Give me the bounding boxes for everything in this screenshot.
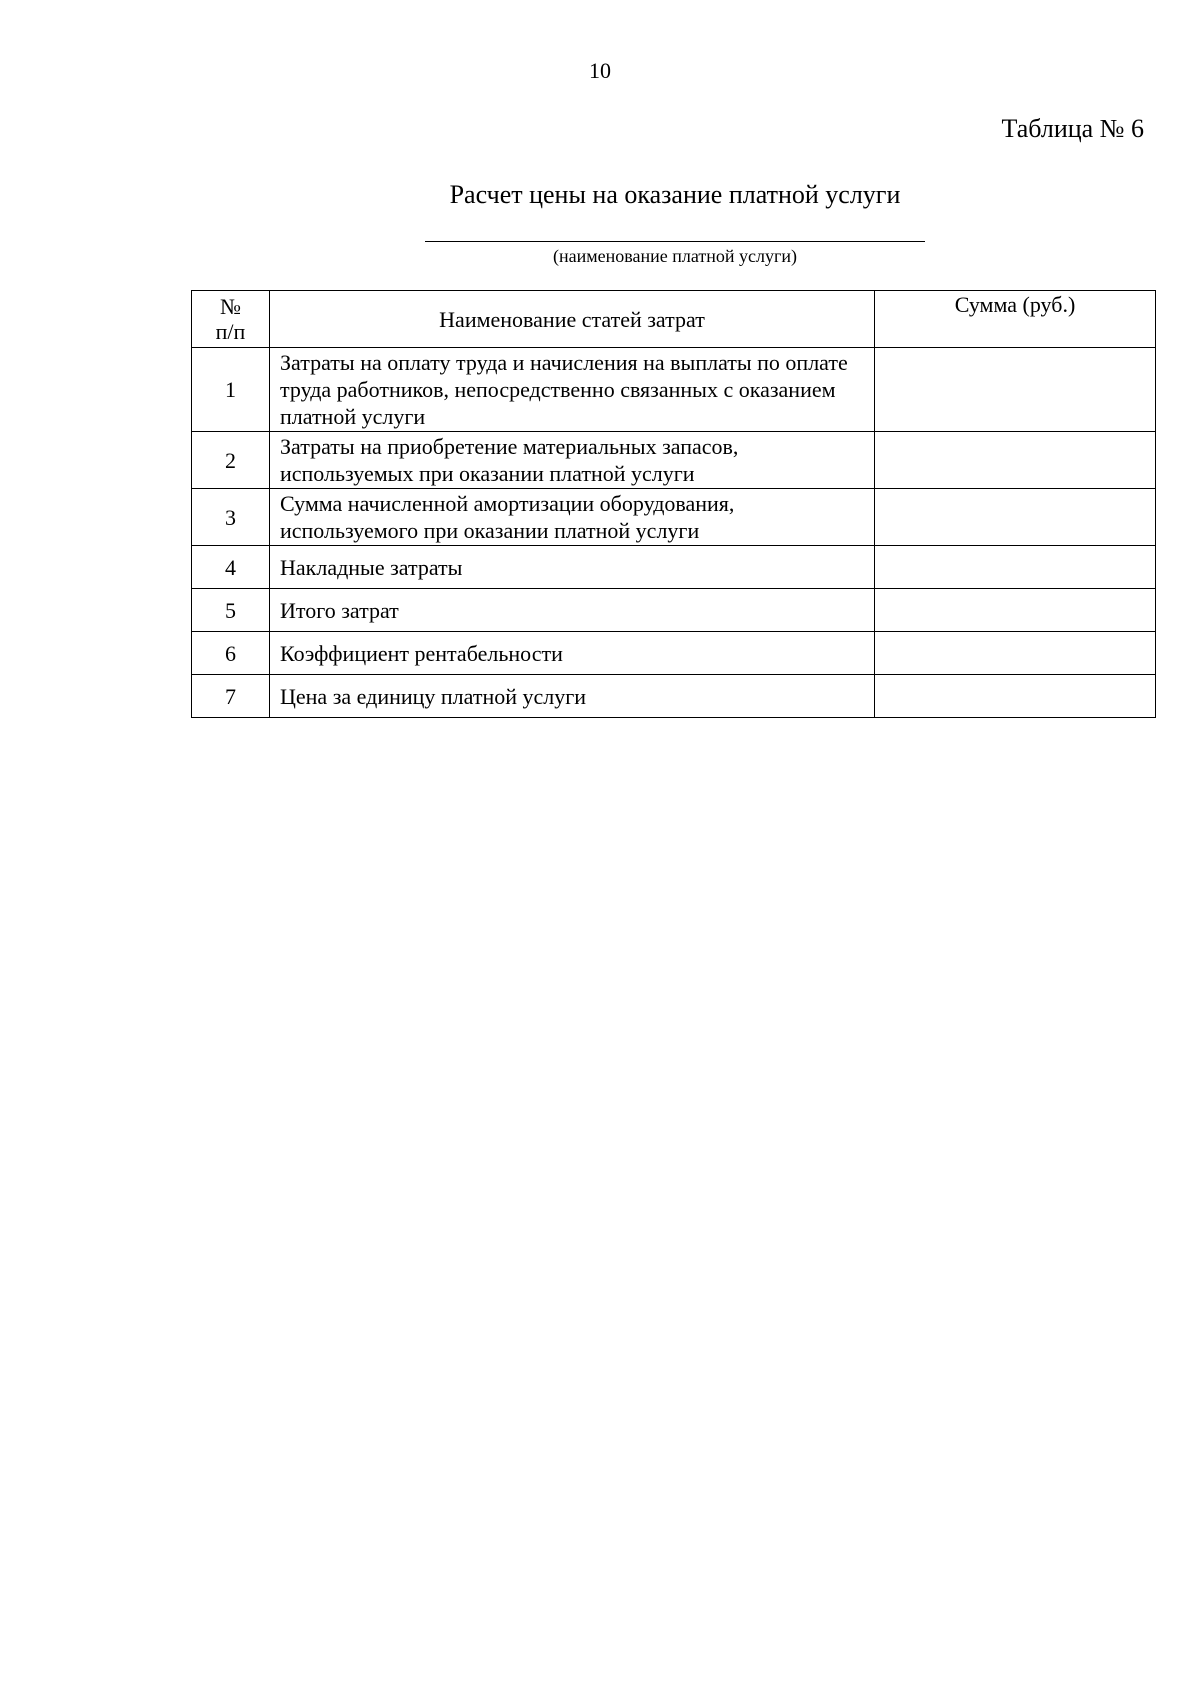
service-name-line [425,241,925,242]
row-cost-item: Итого затрат [270,589,875,632]
row-sum [875,675,1156,718]
header-number [192,291,270,348]
table-row [192,489,1156,546]
row-cost-item: Коэффициент рентабельности [270,632,875,675]
table-number: Таблица № 6 [1001,114,1144,143]
row-number: 5 [192,589,270,632]
row-sum [875,348,1156,432]
row-sum [875,489,1156,546]
header-cost-item: Наименование статей затрат [270,291,875,348]
table-row [192,675,1156,718]
table-header-row [192,291,1156,348]
row-number: 2 [192,432,270,489]
row-cost-item: Накладные затраты [270,546,875,589]
row-number: 4 [192,546,270,589]
header-number-sign: № [220,294,241,319]
row-cost-item: Цена за единицу платной услуги [270,675,875,718]
row-number: 7 [192,675,270,718]
row-sum [875,589,1156,632]
table-row [192,432,1156,489]
row-cost-item: Затраты на приобретение материальных запасов, используемых при оказании платной услуги [270,432,875,489]
row-sum [875,546,1156,589]
document-title: Расчет цены на оказание платной услуги [449,180,901,209]
row-number: 1 [192,348,270,432]
service-name-caption: (наименование платной услуги) [552,246,798,266]
header-number-pp: п/п [215,319,246,344]
page-number: 10 [589,58,611,83]
table-row [192,348,1156,432]
row-sum [875,432,1156,489]
row-sum [875,632,1156,675]
table-row [192,632,1156,675]
row-cost-item: Сумма начисленной амортизации оборудования, используемого при оказании платной услуги [270,489,875,546]
row-number: 3 [192,489,270,546]
cost-table [191,290,1156,718]
header-sum: Сумма (руб.) [875,291,1156,348]
table-row [192,589,1156,632]
row-number: 6 [192,632,270,675]
row-cost-item: Затраты на оплату труда и начисления на выплаты по оплате труда работников, непосредственно связанных с оказанием платной услуги [270,348,875,432]
table-row [192,546,1156,589]
